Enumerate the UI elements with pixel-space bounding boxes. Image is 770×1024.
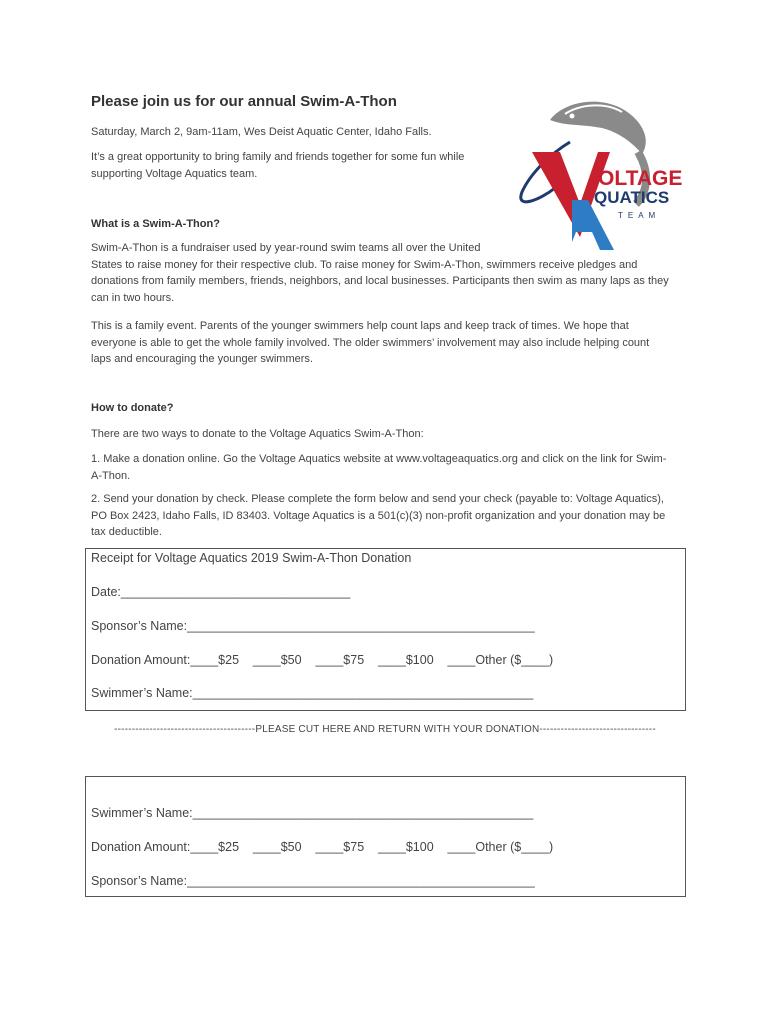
donate-option-online: 1. Make a donation online. Go the Voltage Aquatics website at www.voltageaquatics.org and click on the link for Swim-A-Thon. [91, 453, 667, 482]
receipt-date-field[interactable]: Date:_________________________________ [91, 585, 351, 599]
intro-text: It’s a great opportunity to bring family and friends together for some fun while supporting Voltage Aquatics team. [91, 151, 465, 180]
return-sponsor-field[interactable]: Sponsor’s Name:__________________________________________________ [91, 874, 535, 888]
page-title: Please join us for our annual Swim-A-Thon [91, 93, 397, 110]
donate-option-check: 2. Send your donation by check. Please complete the form below and send your check (payable to: Voltage Aquatics), PO Box 2423, Idaho Falls, ID 83403. Voltage Aquatics is a 501(c)(3) non-profit organization and your donation may be tax deductible. [91, 493, 666, 538]
logo-text-top: OLTAGE [598, 167, 683, 190]
receipt-title: Receipt for Voltage Aquatics 2019 Swim-A-Thon Donation [91, 551, 412, 565]
logo-text-bottom: TEAM [618, 211, 661, 220]
receipt-sponsor-field[interactable]: Sponsor’s Name:__________________________________________________ [91, 619, 535, 633]
receipt-swimmer-field[interactable]: Swimmer’s Name:_________________________________________________ [91, 686, 534, 700]
what-first-line: Swim-A-Thon is a fundraiser used by year-round swim teams all over the United [91, 242, 481, 254]
donate-heading: How to donate? [91, 402, 174, 414]
return-swimmer-field[interactable]: Swimmer’s Name:_________________________________________________ [91, 806, 534, 820]
family-event-text: This is a family event. Parents of the younger swimmers help count laps and keep track of times. We hope that everyone is able to get the whole family involved. The older swimmers’ involvement may also include helping count laps and encouraging the younger swimmers. [91, 320, 650, 365]
cut-line: ----------------------------------------PLEASE CUT HERE AND RETURN WITH YOUR DONATION--------------------------------- [114, 724, 656, 735]
logo-text-mid: QUATICS [594, 188, 670, 207]
receipt-amount-field[interactable]: Donation Amount:____$25 ____$50 ____$75 ____$100 ____Other ($____) [91, 653, 554, 667]
what-heading: What is a Swim-A-Thon? [91, 218, 220, 230]
event-details: Saturday, March 2, 9am-11am, Wes Deist Aquatic Center, Idaho Falls. [91, 126, 432, 138]
voltage-aquatics-logo [510, 92, 685, 250]
what-description: States to raise money for their respective club. To raise money for Swim-A-Thon, swimmers receive pledges and donations from family members, friends, neighbors, and local businesses. Participants then swim as many laps as they can in two hours. [91, 258, 669, 304]
donate-intro: There are two ways to donate to the Voltage Aquatics Swim-A-Thon: [91, 428, 424, 440]
return-amount-field[interactable]: Donation Amount:____$25 ____$50 ____$75 ____$100 ____Other ($____) [91, 840, 554, 854]
